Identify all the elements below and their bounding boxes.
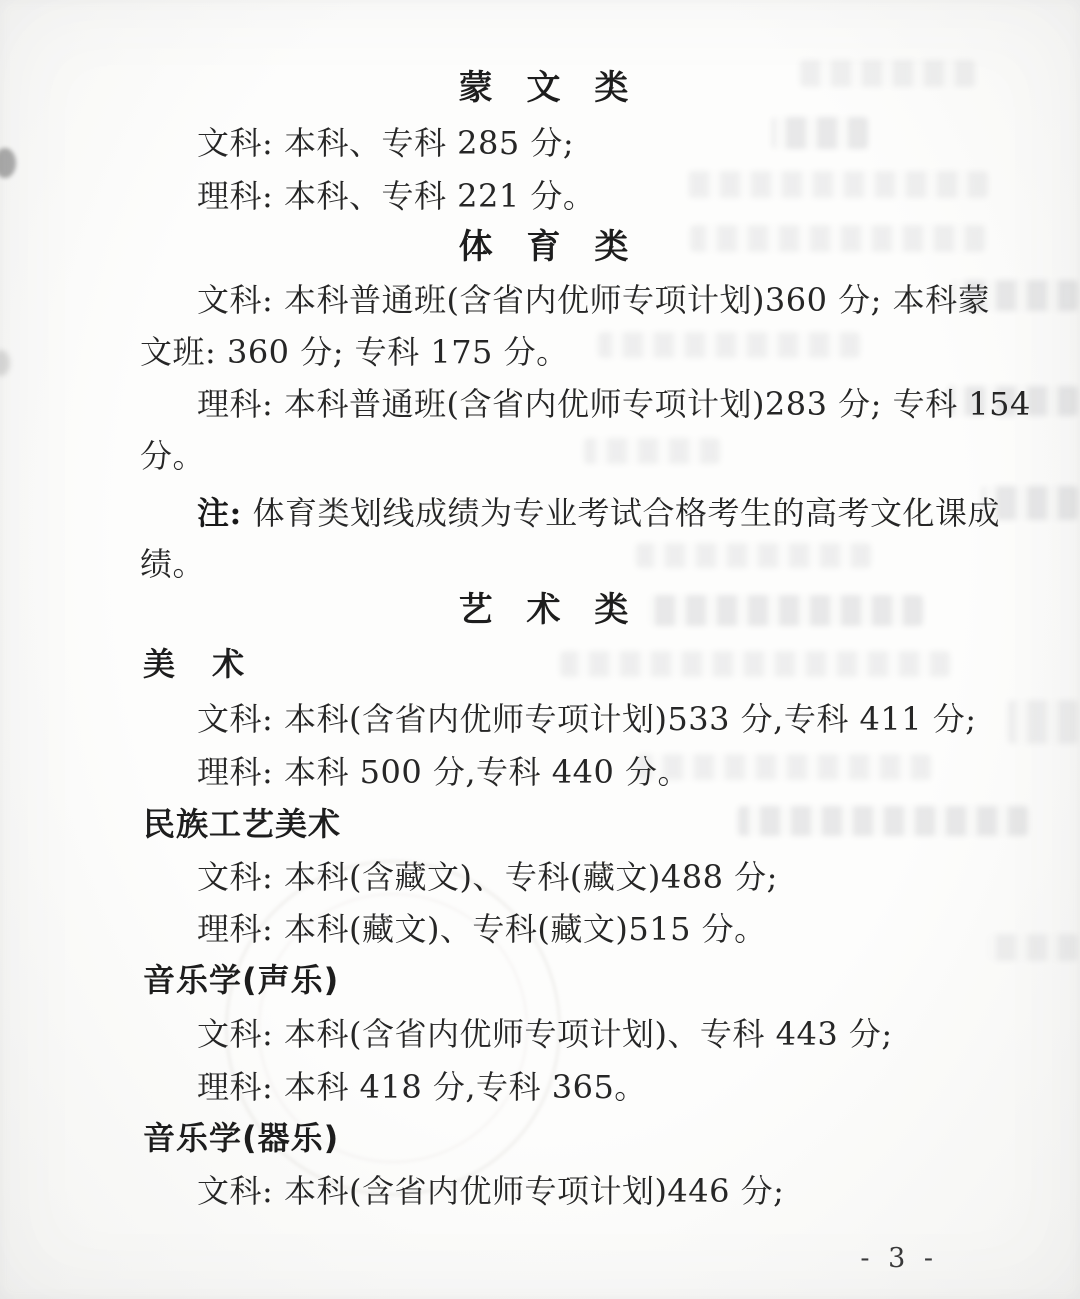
pe-science-line-1: 理科: 本科普通班(含省内优师专项计划)283 分; 专科 154	[197, 385, 1031, 423]
bleedthrough-artifact	[688, 171, 988, 198]
mongolian-arts-line: 文科: 本科、专科 285 分;	[197, 124, 575, 162]
subheading-ethnic-craft-art: 民族工艺美术	[143, 805, 342, 843]
fine-art-arts-line: 文科: 本科(含省内优师专项计划)533 分,专科 411 分;	[197, 700, 977, 738]
ethnic-craft-science-line: 理科: 本科(藏文)、专科(藏文)515 分。	[197, 910, 767, 948]
pe-arts-line-1: 文科: 本科普通班(含省内优师专项计划)360 分; 本科蒙	[197, 281, 991, 319]
note-label: 注:	[197, 494, 242, 532]
pe-science-line-2: 分。	[140, 437, 206, 475]
bleedthrough-artifact	[772, 117, 868, 149]
fine-art-science-line: 理科: 本科 500 分,专科 440 分。	[197, 753, 690, 791]
pe-arts-line-2: 文班: 360 分; 专科 175 分。	[140, 333, 569, 371]
bleedthrough-artifact	[560, 651, 950, 677]
bleedthrough-artifact	[1008, 700, 1078, 744]
bleedthrough-artifact	[738, 806, 1028, 836]
subheading-instrumental-music: 音乐学(器乐)	[143, 1119, 340, 1157]
bleedthrough-artifact	[598, 332, 860, 358]
page-number: - 3 -	[860, 1243, 935, 1274]
scan-edge-smudge	[0, 148, 16, 178]
ethnic-craft-arts-line: 文科: 本科(含藏文)、专科(藏文)488 分;	[197, 858, 778, 896]
pe-note-line-2: 绩。	[140, 545, 206, 583]
pe-note-line-1	[197, 494, 1000, 532]
subheading-fine-art: 美 术	[143, 645, 253, 683]
note-text: 体育类划线成绩为专业考试合格考生的高考文化课成	[252, 494, 1001, 532]
scan-edge-smudge	[0, 350, 10, 376]
bleedthrough-artifact	[636, 543, 871, 568]
section-heading-physical-education: 体 育 类	[458, 227, 634, 267]
section-heading-art: 艺 术 类	[458, 590, 634, 630]
vocal-music-arts-line: 文科: 本科(含省内优师专项计划)、专科 443 分;	[197, 1015, 893, 1053]
bleedthrough-artifact	[584, 438, 720, 464]
vocal-music-science-line: 理科: 本科 418 分,专科 365。	[197, 1068, 647, 1106]
bleedthrough-artifact	[986, 934, 1078, 961]
subheading-vocal-music: 音乐学(声乐)	[143, 961, 340, 999]
instrumental-music-arts-line: 文科: 本科(含省内优师专项计划)446 分;	[197, 1172, 785, 1210]
mongolian-science-line: 理科: 本科、专科 221 分。	[197, 177, 596, 215]
section-heading-mongolian: 蒙 文 类	[458, 68, 634, 108]
